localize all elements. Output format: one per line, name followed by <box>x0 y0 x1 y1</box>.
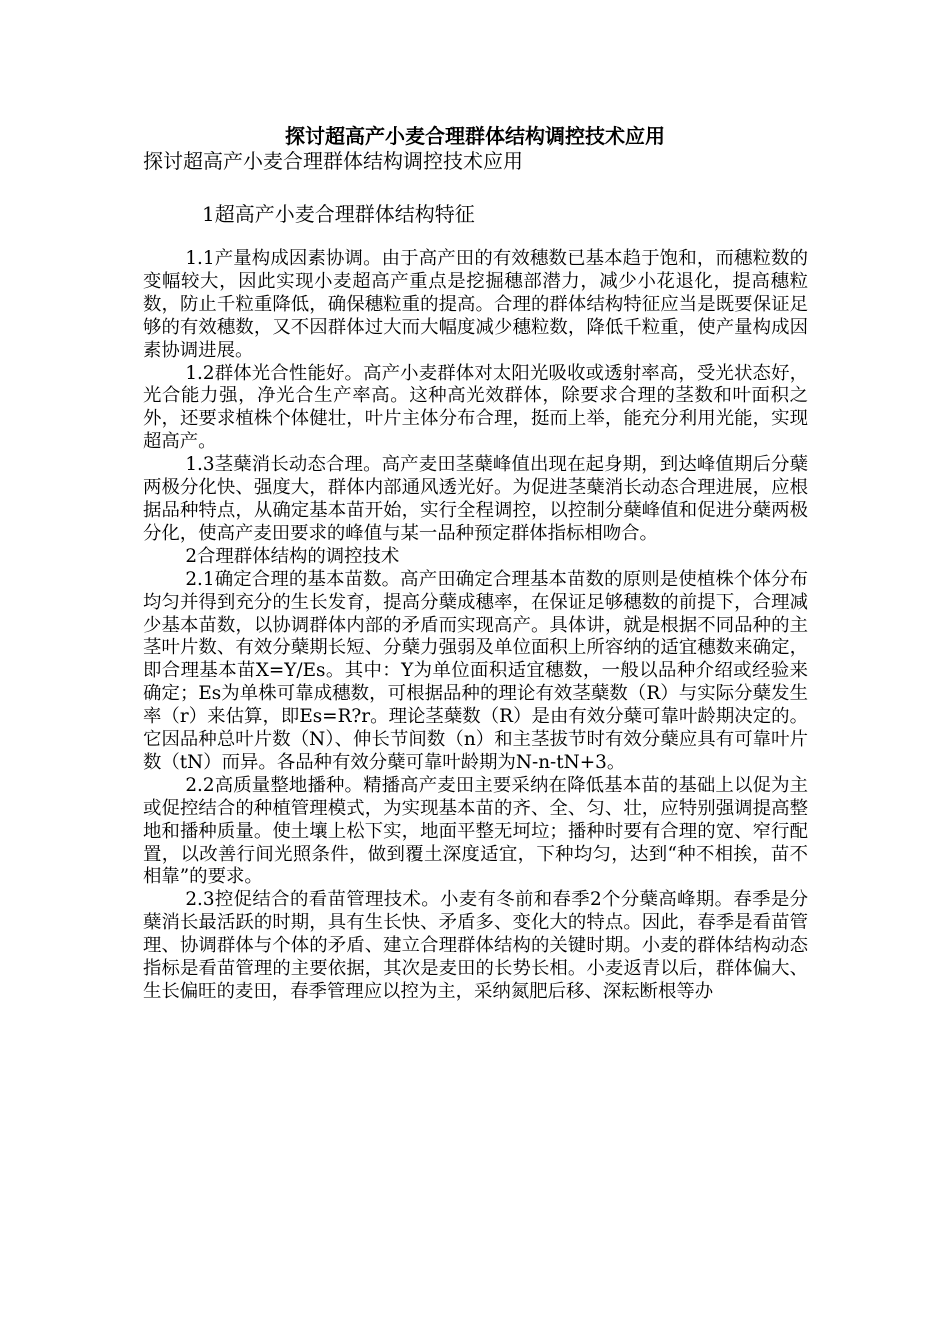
section-heading-2: 2合理群体结构的调控技术 <box>185 545 400 567</box>
body-text <box>143 248 808 1004</box>
document-title: 探讨超高产小麦合理群体结构调控技术应用 <box>285 124 665 148</box>
section-heading: 1超高产小麦合理群体结构特征 <box>202 202 475 226</box>
paragraph-2-3: 2.3控促结合的看苗管理技术。小麦有冬前和春季2个分蘖高峰期。春季是分蘖消长最活跃的时期，具有生长快、矛盾多、变化大的特点。因此，春季是看苗管理、协调群体与个体的矛盾、建立合理群体结构的关键时期。小麦的群体结构动态指标是看苗管理的主要依据，其次是麦田的长势长相。小麦返青以后，群体偏大、生长偏旺的麦田，春季管理应以控为主，采纳氮肥后移、深耘断根等办 <box>143 889 808 1002</box>
paragraph-1-1: 1.1产量构成因素协调。由于高产田的有效穗数已基本趋于饱和，而穗粒数的变幅较大，因此实现小麦超高产重点是挖掘穗部潜力，减少小花退化，提高穗粒数，防止千粒重降低，确保穗粒重的提高。合理的群体结构特征应当是既要保证足够的有效穗数，又不因群体过大而大幅度减少穗粒数，降低千粒重，使产量构成因素协调进展。 <box>143 248 808 361</box>
paragraph-1-2: 1.2群体光合性能好。高产小麦群体对太阳光吸收或透射率高，受光状态好，光合能力强，净光合生产率高。这种高光效群体，除要求合理的茎数和叶面积之外，还要求植株个体健壮，叶片主体分布合理，挺而上举，能充分利用光能，实现超高产。 <box>143 362 808 453</box>
paragraph-2-1: 2.1确定合理的基本苗数。高产田确定合理基本苗数的原则是使植株个体分布均匀并得到充分的生长发育，提高分蘖成穗率，在保证足够穗数的前提下，合理减少基本苗数，以协调群体内部的矛盾而实现高产。具体讲，就是根据不同品种的主茎叶片数、有效分蘖期长短、分蘖力强弱及单位面积上所容纳的适宜穗数来确定，即合理基本苗X=Y/Es。其中：Y为单位面积适宜穗数，一般以品种介绍或经验来确定；Es为单株可靠成穗数，可根据品种的理论有效茎蘖数（R）与实际分蘖发生率（r）来估算，即Es=R?r。理论茎蘖数（R）是由有效分蘖可靠叶龄期决定的。它因品种总叶片数（N）、伸长节间数（n）和主茎拔节时有效分蘖应具有可靠叶片数（tN）而异。各品种有效分蘖可靠叶龄期为N-n-tN+3。 <box>143 568 808 773</box>
paragraph-2-2: 2.2高质量整地播种。精播高产麦田主要采纳在降低基本苗的基础上以促为主或促控结合的种植管理模式，为实现基本苗的齐、全、匀、壮，应特别强调提高整地和播种质量。使土壤上松下实，地面平整无坷垃；播种时要有合理的宽、窄行配置，以改善行间光照条件，做到覆土深度适宜，下种均匀，达到“种不相挨，苗不相靠”的要求。 <box>143 774 808 888</box>
document-subtitle: 探讨超高产小麦合理群体结构调控技术应用 <box>143 149 523 173</box>
paragraph-1-3: 1.3茎蘖消长动态合理。高产麦田茎蘖峰值出现在起身期，到达峰值期后分蘖两极分化快、强度大，群体内部通风透光好。为促进茎蘖消长动态合理进展，应根据品种特点，从确定基本苗开始，实行全程调控，以控制分蘖峰值和促进分蘖两极分化，使高产麦田要求的峰值与某一品种预定群体指标相吻合。 <box>143 454 808 544</box>
